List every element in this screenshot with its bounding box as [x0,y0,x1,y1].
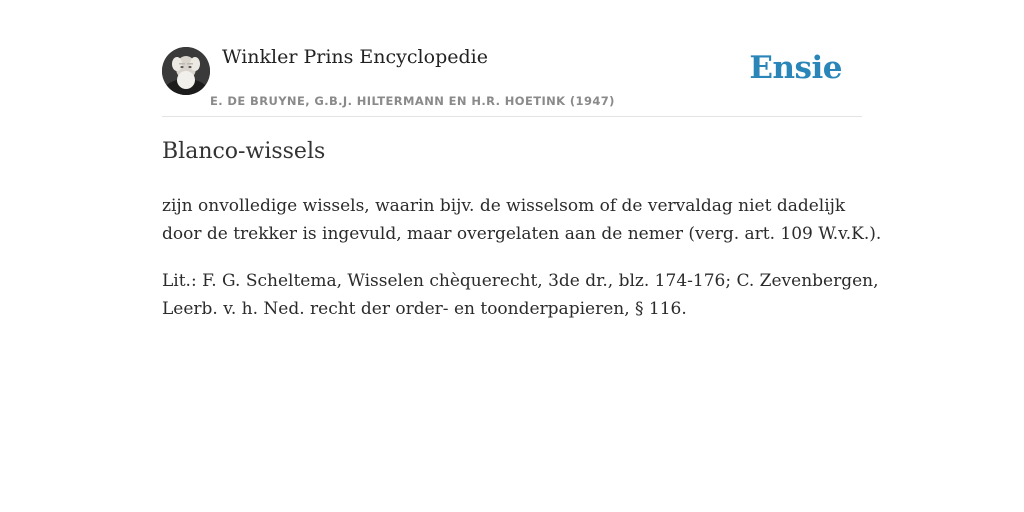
literature-line: Leerb. v. h. Ned. recht der order- en toonderpapieren, § 116. [162,299,687,319]
ensie-logo-link[interactable]: Ensie [749,50,842,86]
entry-title: Blanco-wissels [162,139,326,164]
source-avatar[interactable] [162,47,210,95]
source-title[interactable]: Winkler Prins Encyclopedie [222,46,488,68]
literature-line: Lit.: F. G. Scheltema, Wisselen chèquerecht, 3de dr., blz. 174-176; C. Zevenbergen, [162,271,879,291]
definition-paragraph [162,192,882,248]
portrait-image [162,47,210,95]
source-authors: E. DE BRUYNE, G.B.J. HILTERMANN EN H.R. HOETINK (1947) [210,94,615,108]
definition-line: zijn onvolledige wissels, waarin bijv. de wisselsom of de vervaldag niet dadelijk [162,196,846,216]
literature-paragraph [162,267,882,323]
definition-line: door de trekker is ingevuld, maar overgelaten aan de nemer (verg. art. 109 W.v.K.). [162,224,882,244]
source-header [162,40,862,117]
entry-body [162,192,882,342]
